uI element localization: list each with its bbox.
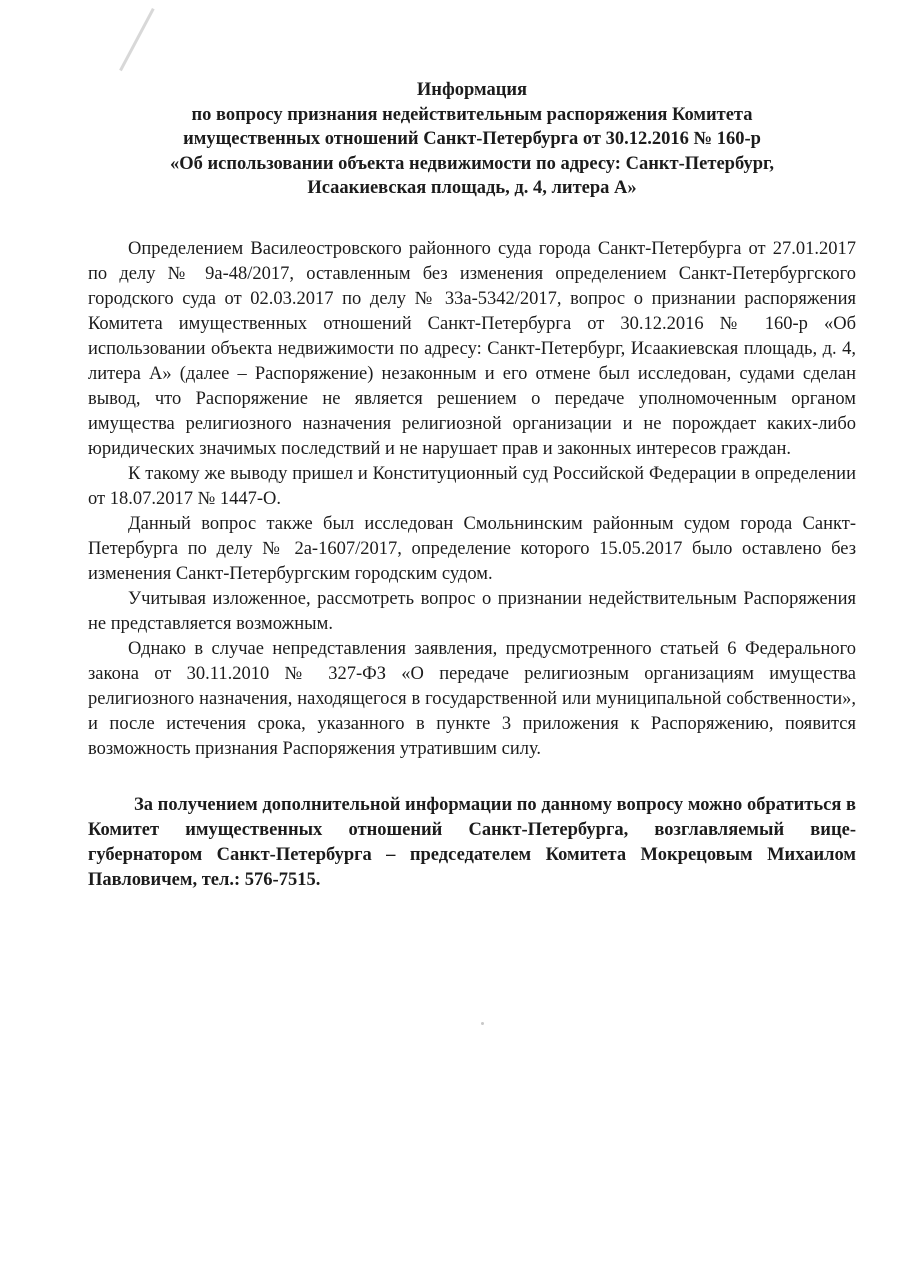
title-line-4: «Об использовании объекта недвижимости по адресу: Санкт-Петербург, bbox=[170, 153, 774, 174]
title-heading: Информация bbox=[416, 80, 528, 100]
paragraph-conclusion: Учитывая изложенное, рассмотреть вопрос о признании недействительным Распоряжения не представляется возможным. bbox=[88, 588, 856, 634]
paragraph-court-ruling: Определением Василеостровского районного суда города Санкт-Петербурга от 27.01.2017 по делу № 9а-48/2017, оставленным без изменения определением Санкт-Петербургского городского суда от 02.03.2017 по делу № 33а-5342/2017, вопрос о признании распоряжения Комитета имущественных отношений Санкт-Петербурга от 30.12.2016 № 160-р «Об использовании объекта недвижимости по адресу: Санкт-Петербург, Исаакиевская площадь, д. 4, литера А» (далее – Распоряжение) незаконным и его отмене был исследован, судами сделан вывод, что Распоряжение не является решением о передаче уполномоченным органом имущества религиозного назначения религиозной организации и не порождает каких-либо юридических значимых последствий и не нарушает прав и законных интересов граждан. bbox=[88, 238, 856, 459]
document-title bbox=[88, 78, 856, 201]
paragraph-smolninsky-court: Данный вопрос также был исследован Смольнинским районным судом города Санкт-Петербурга по делу № 2а-1607/2017, определение которого 15.05.2017 было оставлено без изменения Санкт-Петербургским городским судом. bbox=[88, 513, 856, 584]
title-line-5: Исаакиевская площадь, д. 4, литера А» bbox=[307, 178, 637, 198]
title-line-2: по вопросу признания недействительным распоряжения Комитета bbox=[191, 104, 753, 125]
document-page bbox=[88, 78, 856, 911]
contact-note: За получением дополнительной информации по данному вопросу можно обратиться в Комитет имущественных отношений Санкт-Петербурга, возглавляемый вице-губернатором Санкт-Петербурга – председателем Комитета Мокрецовым Михаилом Павловичем, тел.: 576-7515. bbox=[88, 794, 856, 890]
scan-artifact-line bbox=[119, 8, 155, 71]
paragraph-possibility: Однако в случае непредставления заявления, предусмотренного статьей 6 Федерального закона от 30.11.2010 № 327-ФЗ «О передаче религиозным организациям имущества религиозного назначения, находящегося в государственной или муниципальной собственности», и после истечения срока, указанного в пункте 3 приложения к Распоряжению, появится возможность признания Распоряжения утратившим силу. bbox=[88, 638, 856, 759]
document-body bbox=[88, 237, 856, 762]
paragraph-constitutional-court: К такому же выводу пришел и Конституционный суд Российской Федерации в определении от 18.07.2017 № 1447-О. bbox=[88, 463, 856, 509]
scan-artifact-dot bbox=[481, 1022, 484, 1025]
title-line-3: имущественных отношений Санкт-Петербурга от 30.12.2016 № 160-р bbox=[183, 129, 761, 149]
